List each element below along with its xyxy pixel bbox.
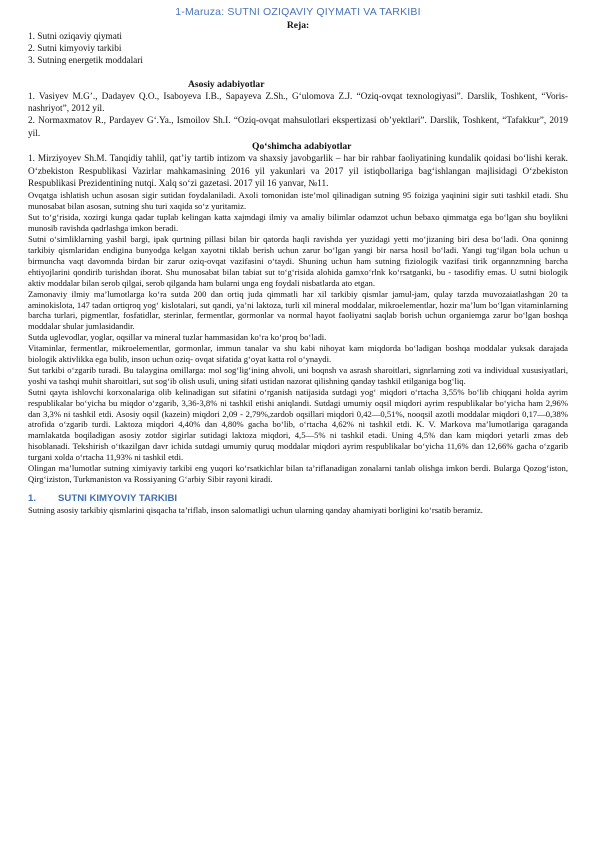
plan-item: 3. Sutning energetik moddalari — [28, 56, 143, 67]
main-literature-heading: Asosiy adabiyotlar — [188, 78, 265, 90]
lecture-title: 1-Maruza: SUTNI OZIQAVIY QIYMATI VA TARKIBI — [175, 6, 421, 18]
additional-literature-item: 1. Mirziyoyev Sh.M. Tanqidiy tahlil, qat’iy tartib intizom va shaxsiy javobgarlik – har bir rahbar faoliyatining kundalik qoidasi bo‘lishi kerak. O‘zbekiston Respublikasi Vazirlar mahkamasining 2016 yil yakunlari va 2017 yil istiqbollariga bag‘ishlangan majlisidagi O‘zbekiston Respublikasi Prezidentining nutqi. Xalq so‘zi gazetasi. 2017 yil 16 yanvar, №11. — [28, 154, 568, 190]
paragraph: Sutni qayta ishlovchi korxonalariga olib kelinadigan sut sifatini o‘rganish natijasida sutdagi yog‘ miqdori o‘rtacha 3,55% bo‘lib chiqqani holda ayrim respublikalar bo‘yicha bu miqdor o‘zgarib, 3,36-3,8% ni tashkil etishi aniqlandi. Sutdagi umumiy oqsil miqdori ayrim respublikalar bo‘yicha ham 2,96% dan 3,3% ni tashkil etdi. Asosiy oqsil (kazein) miqdori 2,09 - 2,79%,zardob oqsillari miqdori 0,42—0,51%, nooqsil azotli moddalar miqdori 0,17—0,38% atrofida o‘zgarib turdi. Laktoza miqdori 4,40% dan 4,80% gacha bo‘lib, o‘rtacha 4,62% ni tashkil etdi. K. V. Markova ma’lumotlariga qaraganda mamlakatda boqiladigan asosiy zotdor sigirlar sutidagi laktoza miqdori, 4,5—5% ni tashkil etadi. Uning 4,5% dan kam miqdori yetarli zmas deb hisoblanadi. Tekshirish o‘tkazilgan davr ichida sutdagi umumiy quruq moddalar miqdori ayrim respublikalar bo‘yicha 11,6% dan 12,66% gacha o‘zgarib turgani xolda o‘rtacha 11,93% ni tashkil etdi. — [28, 386, 568, 463]
section-title: SUTNI KIMYOVIY TARKIBI — [58, 492, 178, 504]
plan-list — [28, 31, 568, 68]
paragraph: Sut to‘g‘risida, xozirgi kunga qadar tuplab kelingan katta xajmdagi ilmiy va amaliy bilimlar odamzot uchun bebaxo qimmatga ega bo‘lgan shu boylikni munosib ravishda qadrlashga imkon beradi. — [28, 212, 568, 234]
section-heading — [28, 493, 568, 504]
main-literature-item: 1. Vasiyev M.G’., Dadayev Q.O., Isaboyeva I.B., Sapayeva Z.Sh., G‘ulomova Z.J. “Oziq-ovqat texnologiyasi”. Darslik, Toshkent, “Voris-nashriyot”, 2012 yil. — [28, 91, 568, 115]
additional-literature-heading: Qo‘shimcha adabiyotlar — [252, 141, 352, 153]
section-paragraph: Sutning asosiy tarkibiy qismlarini qisqacha ta’riflab, inson salomatligi uchun ularning qanday ahamiyati borligini ko‘rsatib beramiz. — [28, 504, 483, 515]
section-number: 1. — [28, 492, 37, 504]
paragraph: Zamonaviy ilmiy ma’lumotlarga ko‘ra sutda 200 dan ortiq juda qimmatli har xil tarkibiy qismlar jamul-jam, qulay tarzda muvozaiatlashgan 20 ta aminokislota, 147 tadan ortiqroq yog‘ kislotalari, sut qandi, ya’ni laktoza, turli xil mineral moddalar, mikroelementlar, hozir ma’lum bo‘lgan vitaminlarning barcha turlari, pigmentlar, fosfatidlar, sterinlar, fermentlar, gormonlar va normal hayot faoliyatni saqlab borish uchun organiemga zarur bo‘lgan boshqa moddalar shular jumlasidandir. — [28, 288, 568, 332]
paragraph: Vitaminlar, fermentlar, mikroelementlar, gormonlar, immun tanalar va shu kabi nihoyat kam miqdorda bo‘ladigan boshqa moddalar yuksak darajada biologik aktivlikka ega bulib, inson uchun oziq- ovqat sifatida g‘oyat katta rol o‘ynaydi. — [28, 343, 568, 365]
plan-item: 2. Sutni kimyoviy tarkibi — [28, 44, 122, 55]
paragraph: Sutda uglevodlar, yoglar, oqsillar va mineral tuzlar hammasidan ko‘ra ko‘proq bo‘ladi. — [28, 332, 327, 343]
paragraph: Sut tarkibi o‘zgarib turadi. Bu talaygina omillarga: mol sog‘lig‘ining ahvoli, uni boqnsh va asrash sharoitlari, signrlarning zoti va individual xususiyatlari, yoshi va tashqi muhit sharoitlari, sut sog‘ib olish usuli, uning sifati ustidan nazorat qilishning qanday tashkil etilganiga bog‘liq. — [28, 364, 568, 386]
paragraph: Olingan ma’lumotlar sutning ximiyaviy tarkibi eng yuqori ko‘rsatkichlar bilan ta’riflanadigan zonalarni tanlab olishga imkon berdi. Bularga Qozog‘iston, Qirg‘iziston, Turkmaniston va Rossiyaning G‘arbiy Sibir rayoni kiradi. — [28, 463, 568, 485]
paragraph: Ovqatga ishlatish uchun asosan sigir sutidan foydalaniladi. Axoli tomonidan iste’mol qilinadigan sutning 95 foiziga yaqinini sigir suti tashkil etadi. Shu munosabat bilan asosan, sutning shu turi xaqida so‘z yuritamiz. — [28, 190, 568, 212]
main-literature-item: 2. Normaxmatov R., Pardayev G‘.Ya., Ismoilov Sh.I. “Oziq-ovqat mahsulotlari ekspertizasi ob’yektlari”. Darslik, Toshkent, “Tafakkur”, 2019 yil. — [28, 116, 568, 139]
body-text — [28, 190, 568, 484]
paragraph: Sutni o‘simliklarning yashil bargi, ipak qurtning pillasi bilan bir qatorda haqli ravishda yer yuzidagi yetti mo‘jizaning biri desa bo‘ladi. Ona qoninng tarkibiy qismlaridan endigina bunyodga kelgan xayotni tiklab berish uchun zarur bo‘lgan yangi bir narsa hosil bo‘ladi. Yangi tug‘ilgan bola uchun u birmuncha vaqt davomnda birdan bir zarur oziq-ovqat vazifasini o‘taydi. Shuning uchun ham sutning fiziologik vazifasi tirik organnzmning barcha ehtiyojlarini qondirib turishdan iborat. Shu munosabat bilan tabiat sut to‘g‘risida alohida gamxo‘rlnk ko‘rsatganki, bu - tasodifiy emas. U sutni biologik aktiv moddalar bilan serob qilgai, serob qilganda ham bularni unga eng foydali nisbatlarda ato etgan. — [28, 234, 568, 288]
plan-item: 1. Sutni oziqaviy qiymati — [28, 32, 122, 42]
plan-heading: Reja: — [286, 20, 310, 31]
